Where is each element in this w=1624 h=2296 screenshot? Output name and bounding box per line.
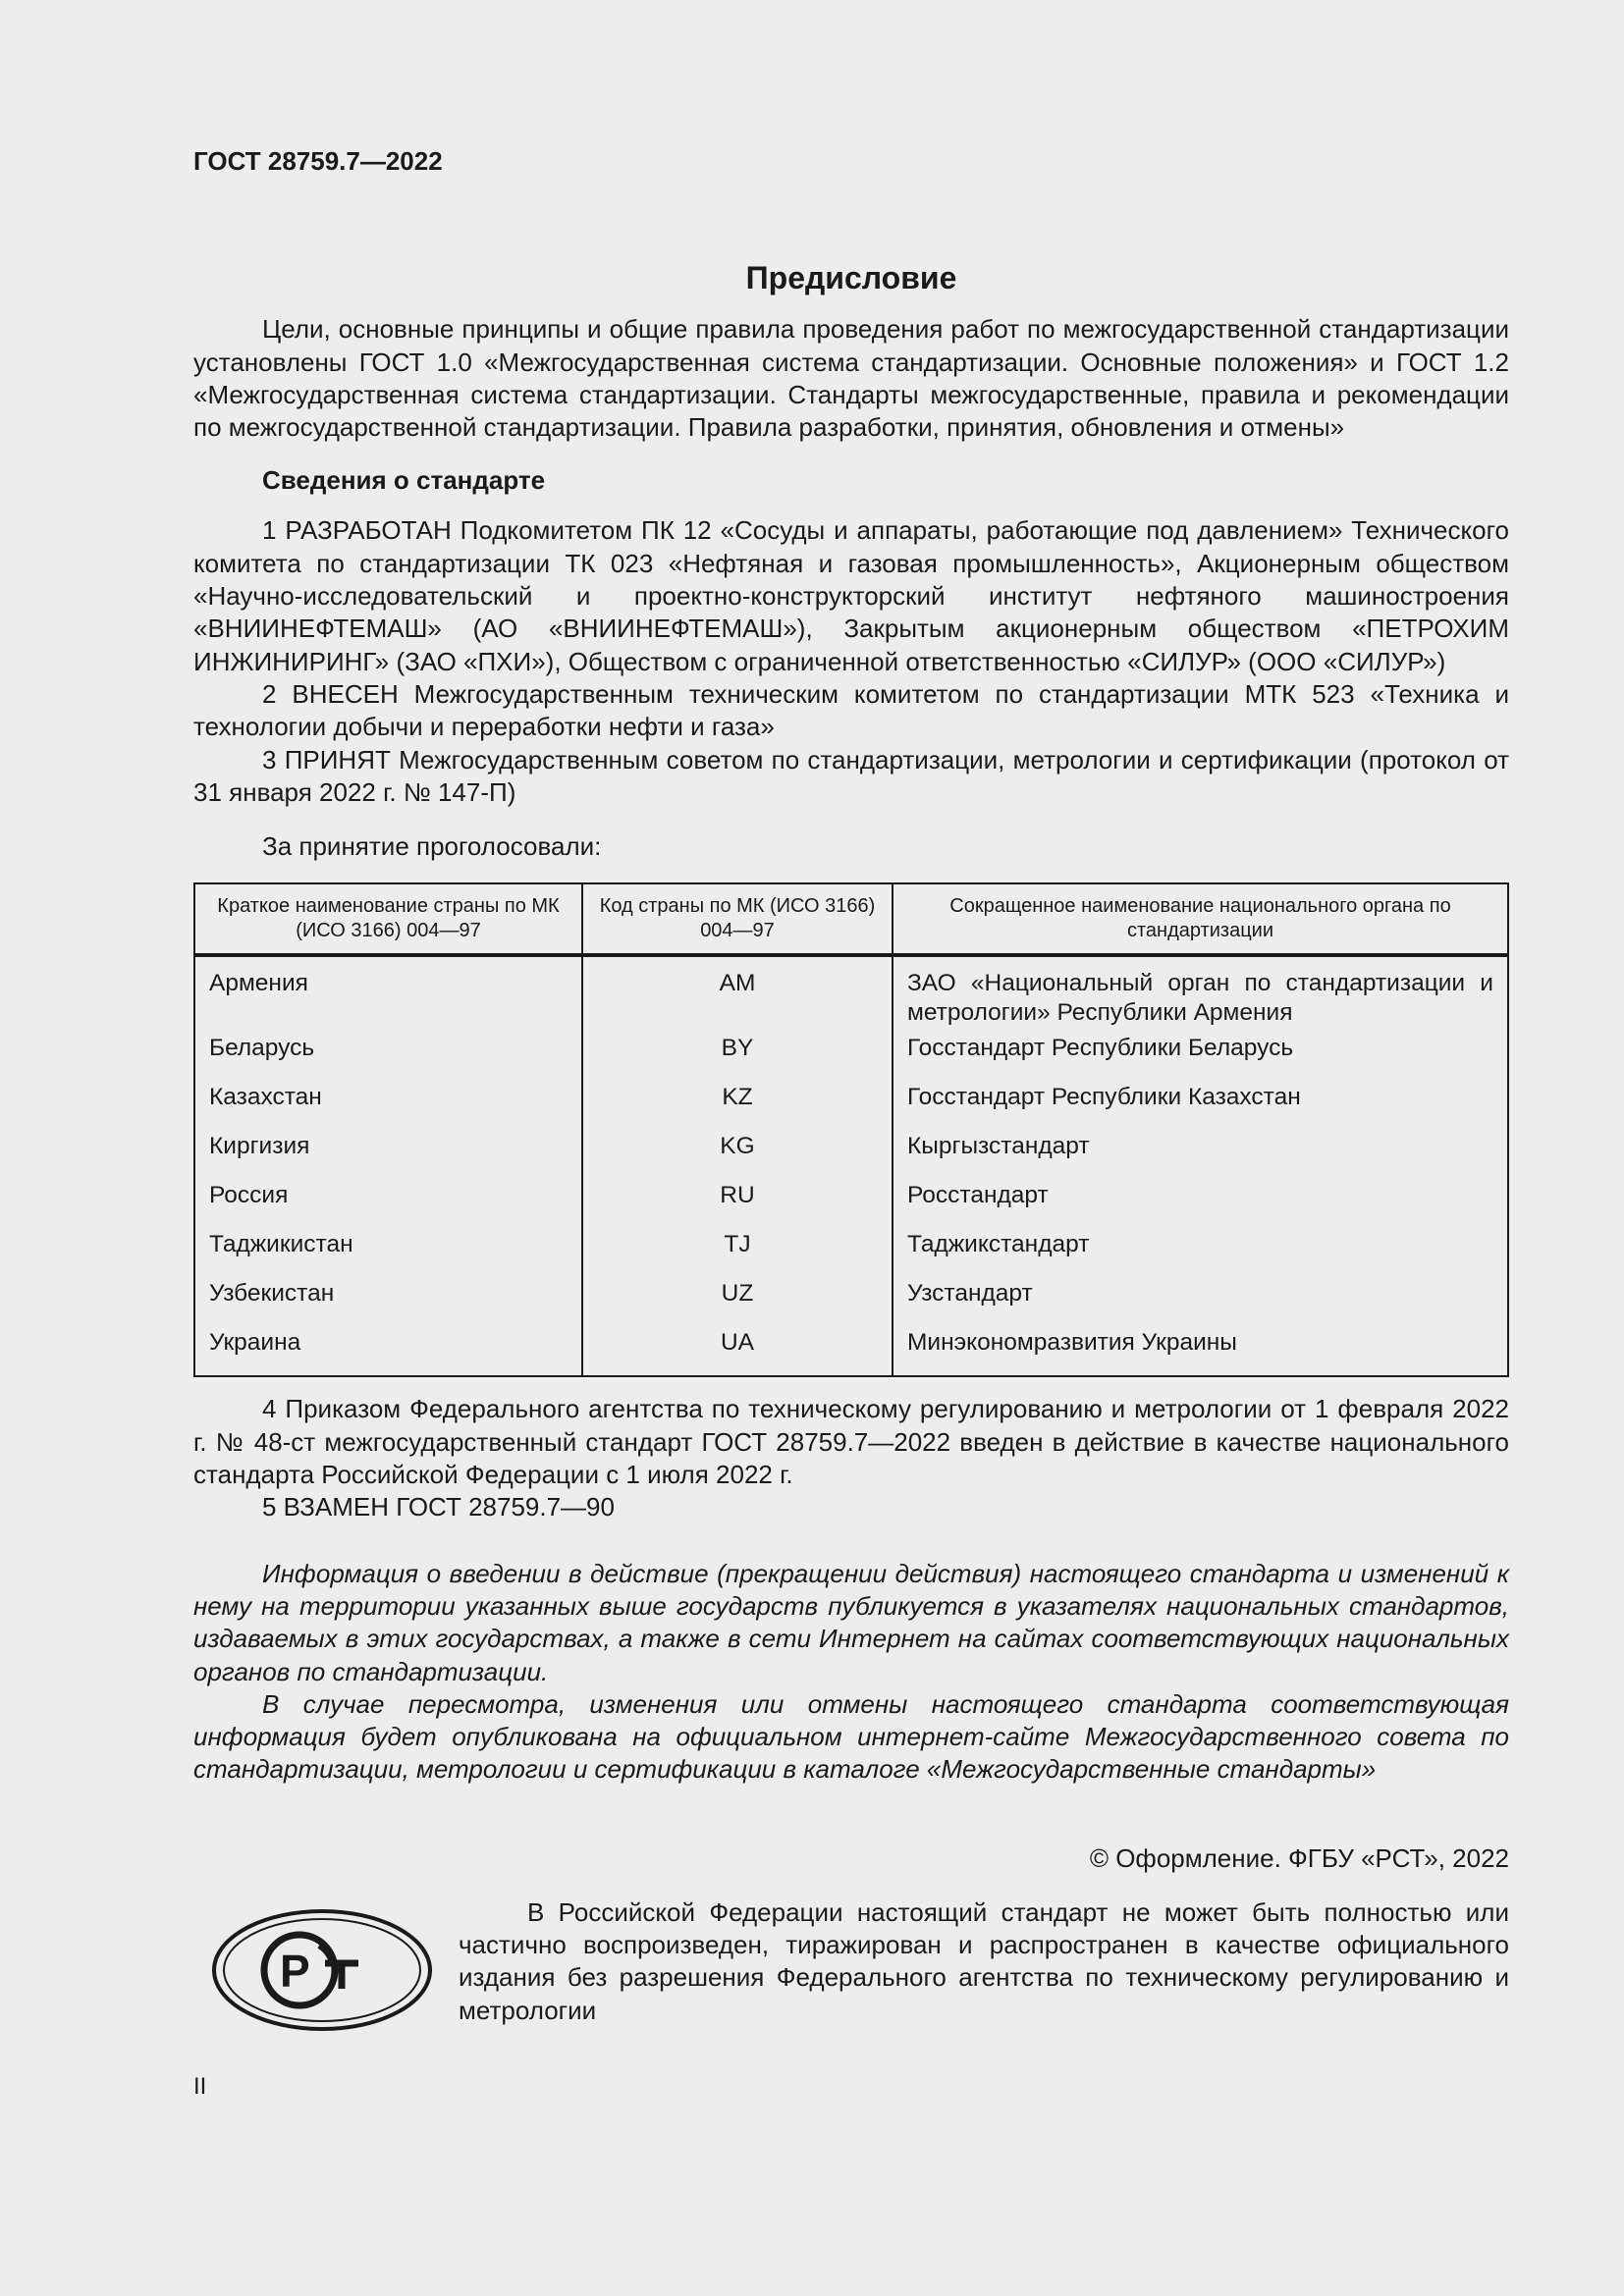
- info-item-3: 3 ПРИНЯТ Межгосударственным советом по стандартизации, метрологии и сертификации (протокол от 31 января 2022 г. № 147-П): [193, 744, 1509, 807]
- cell-code: RU: [582, 1178, 893, 1227]
- page-content: [193, 145, 1509, 2034]
- info-item-1: 1 РАЗРАБОТАН Подкомитетом ПК 12 «Сосуды и аппараты, работающие под давлением» Технического комитета по стандартизации ТК 023 «Нефтяная и газовая промышленность», Акционерным обществом «Научно-исследовательский и проектно-конструкторский институт нефтяного машиностроения «ВНИИНЕФТЕМАШ» (АО «ВНИИНЕФТЕМАШ»), Закрытым акционерным обществом «ПЕТРОХИМ ИНЖИНИРИНГ» (ЗАО «ПХИ»), Обществом с ограниченной ответственностью «СИЛУР» (ООО «СИЛУР»): [193, 515, 1509, 676]
- publication-info: [193, 1558, 1509, 1787]
- info-item-2: 2 ВНЕСЕН Межгосударственным техническим комитетом по стандартизации МТК 523 «Техника и технологии добычи и переработки нефти и газа»: [193, 678, 1509, 742]
- page-number: II: [193, 2073, 207, 2100]
- cell-country: Казахстан: [194, 1080, 582, 1129]
- cell-code: BY: [582, 1031, 893, 1080]
- cell-code: UA: [582, 1325, 893, 1376]
- table-row: [194, 1325, 1508, 1376]
- column-header-code: Код страны по МК (ИСО 3166) 004—97: [582, 883, 893, 955]
- subheading: Сведения о стандарте: [262, 465, 546, 496]
- cell-country: Украина: [194, 1325, 582, 1376]
- cell-code: UZ: [582, 1276, 893, 1325]
- cell-country: Россия: [194, 1178, 582, 1227]
- bottom-section: [193, 1896, 1509, 2034]
- publication-info-2: В случае пересмотра, изменения или отмены настоящего стандарта соответствующая информация будет опубликована на официальном интернет-сайте Межгосударственного совета по стандартизации, метрологии и сертификации в каталоге «Межгосударственные стандарты»: [193, 1688, 1509, 1785]
- rst-logo-icon: [209, 1906, 435, 2039]
- reproduction-notice: В Российской Федерации настоящий стандарт не может быть полностью или частично воспроизведен, тиражирован и распространен в качестве официального издания без разрешения Федерального агентства по техническому регулированию и метрологии: [459, 1896, 1509, 2025]
- logo-lettering: P: [280, 1945, 310, 1997]
- document-code: ГОСТ 28759.7—2022: [193, 146, 443, 176]
- table-row: [194, 1178, 1508, 1227]
- cell-organ: Таджикстандарт: [893, 1227, 1508, 1276]
- cell-country: Киргизия: [194, 1129, 582, 1178]
- cell-country: Узбекистан: [194, 1276, 582, 1325]
- info-item-5: 5 ВЗАМЕН ГОСТ 28759.7—90: [262, 1492, 615, 1522]
- cell-country: Таджикистан: [194, 1227, 582, 1276]
- voting-table: [193, 882, 1509, 1377]
- page-title: Предисловие: [745, 260, 957, 296]
- rst-logo-svg: [209, 1906, 435, 2034]
- cell-organ: Минэкономразвития Украины: [893, 1325, 1508, 1376]
- table-row: [194, 1276, 1508, 1325]
- cell-code: AM: [582, 955, 893, 1031]
- cell-organ: Росстандарт: [893, 1178, 1508, 1227]
- cell-code: KZ: [582, 1080, 893, 1129]
- table-row: [194, 1080, 1508, 1129]
- publication-info-1: Информация о введении в действие (прекращении действия) настоящего стандарта и изменений к нему на территории указанных выше государств публикуется в указателях национальных стандартов, издаваемых в этих государствах, а также в сети Интернет на сайтах соответствующих национальных органов по стандартизации.: [193, 1558, 1509, 1686]
- copyright-line: © Оформление. ФГБУ «РСТ», 2022: [1089, 1842, 1509, 1873]
- table-row: [194, 1227, 1508, 1276]
- voted-label: За принятие проголосовали:: [262, 831, 602, 862]
- table-header-row: [194, 883, 1508, 955]
- cell-code: KG: [582, 1129, 893, 1178]
- intro-paragraph: Цели, основные принципы и общие правила проведения работ по межгосударственной стандартизации установлены ГОСТ 1.0 «Межгосударственная система стандартизации. Основные положения» и ГОСТ 1.2 «Межгосударственная система стандартизации. Стандарты межгосударственные, правила и рекомендации по межгосударственной стандартизации. Правила разработки, принятия, обновления и отмены»: [193, 314, 1509, 443]
- table-row: [194, 1129, 1508, 1178]
- info-items: [193, 514, 1509, 809]
- cell-country: Армения: [194, 955, 582, 1031]
- cell-organ: Госстандарт Республики Беларусь: [893, 1031, 1508, 1080]
- table-row: [194, 955, 1508, 1031]
- cell-country: Беларусь: [194, 1031, 582, 1080]
- cell-organ: ЗАО «Национальный орган по стандартизации и метрологии» Республики Армения: [893, 955, 1508, 1031]
- column-header-country: Краткое наименование страны по МК (ИСО 3166) 004—97: [194, 883, 582, 955]
- cell-organ: Узстандарт: [893, 1276, 1508, 1325]
- info-items-after: [193, 1393, 1509, 1523]
- column-header-organ: Сокращенное наименование национального органа по стандартизации: [893, 883, 1508, 955]
- cell-code: TJ: [582, 1227, 893, 1276]
- table-row: [194, 1031, 1508, 1080]
- info-item-4: 4 Приказом Федерального агентства по техническому регулированию и метрологии от 1 февраля 2022 г. № 48-ст межгосударственный стандарт ГОСТ 28759.7—2022 введен в действие в качестве национального стандарта Российской Федерации с 1 июля 2022 г.: [193, 1394, 1509, 1490]
- cell-organ: Госстандарт Республики Казахстан: [893, 1080, 1508, 1129]
- cell-organ: Кыргызстандарт: [893, 1129, 1508, 1178]
